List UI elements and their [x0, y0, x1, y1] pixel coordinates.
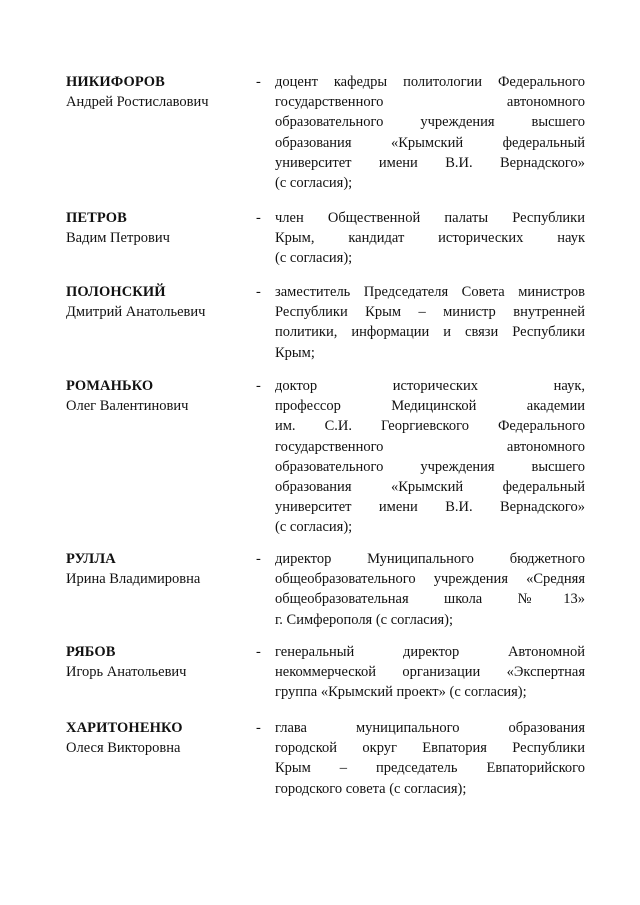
member-given-names: Игорь Анатольевич — [66, 664, 187, 681]
position-line: образовательного учреждения высшего — [275, 458, 585, 475]
member-position — [275, 376, 585, 538]
member-given-names: Олег Валентинович — [66, 398, 189, 415]
position-line: им. С.И. Георгиевского Федерального — [275, 418, 585, 435]
member-given-names: Вадим Петрович — [66, 230, 170, 247]
position-line: общеобразовательного учреждения «Средняя — [275, 571, 585, 588]
member-position — [275, 549, 585, 630]
member-position — [275, 72, 585, 193]
member-position — [275, 208, 585, 269]
position-line: общеобразовательная школа №13» — [275, 591, 585, 608]
separator-dash: - — [256, 74, 261, 90]
member-name — [66, 72, 246, 112]
position-line: глава муниципального образования — [275, 720, 585, 736]
position-line: образования «Крымский федеральный — [275, 478, 585, 495]
position-line: член Общественной палаты Республики — [275, 210, 585, 226]
member-name — [66, 718, 246, 758]
member-name — [66, 208, 246, 248]
position-line: университет имени В.И. Вернадского» — [275, 154, 585, 171]
member-surname: ПОЛОНСКИЙ — [66, 284, 166, 300]
separator-dash: - — [256, 378, 261, 394]
position-line: Крым, кандидат исторических наук — [275, 230, 585, 247]
position-line: (с согласия); — [275, 174, 353, 191]
position-line: образования «Крымский федеральный — [275, 134, 585, 151]
member-name — [66, 642, 246, 682]
member-position — [275, 718, 585, 799]
position-line: некоммерческой организации «Экспертная — [275, 664, 585, 681]
position-line: политики, информации и связи Республики — [275, 324, 585, 341]
position-line: университет имени В.И. Вернадского» — [275, 499, 585, 516]
member-name — [66, 282, 246, 322]
member-position — [275, 642, 585, 703]
position-line: заместитель Председателя Совета министров — [275, 284, 585, 300]
member-position — [275, 282, 585, 363]
position-line: доцент кафедры политологии Федерального — [275, 74, 585, 90]
position-line: образовательного учреждения высшего — [275, 114, 585, 131]
member-name — [66, 549, 246, 589]
member-given-names: Дмитрий Анатольевич — [66, 304, 206, 321]
member-given-names: Олеся Викторовна — [66, 740, 181, 757]
member-surname: РУЛЛА — [66, 551, 116, 567]
position-line: государственного автономного — [275, 438, 585, 455]
separator-dash: - — [256, 551, 261, 567]
position-line: Крым; — [275, 344, 315, 361]
member-surname: ХАРИТОНЕНКО — [66, 720, 183, 736]
member-given-names: Ирина Владимировна — [66, 571, 201, 588]
position-line: городского совета (с согласия); — [275, 780, 467, 797]
position-line: директор Муниципального бюджетного — [275, 551, 585, 567]
member-surname: ПЕТРОВ — [66, 210, 127, 226]
member-name — [66, 376, 246, 416]
position-line: профессор Медицинской академии — [275, 398, 585, 415]
separator-dash: - — [256, 720, 261, 736]
position-line: группа «Крымский проект» (с согласия); — [275, 684, 527, 701]
position-line: государственного автономного — [275, 94, 585, 111]
separator-dash: - — [256, 210, 261, 226]
separator-dash: - — [256, 644, 261, 660]
position-line: городской округ Евпатория Республики — [275, 740, 585, 757]
position-line: Крым – председатель Евпаторийского — [275, 760, 585, 777]
position-line: генеральный директор Автономной — [275, 644, 585, 660]
separator-dash: - — [256, 284, 261, 300]
position-line: Республики Крым – министр внутренней — [275, 304, 585, 321]
member-surname: РОМАНЬКО — [66, 378, 154, 394]
position-line: (с согласия); — [275, 519, 353, 536]
position-line: (с согласия); — [275, 250, 353, 267]
position-line: доктор исторических наук, — [275, 378, 585, 394]
position-line: г. Симферополя (с согласия); — [275, 611, 454, 628]
member-given-names: Андрей Ростиславович — [66, 94, 209, 111]
member-surname: РЯБОВ — [66, 644, 116, 660]
member-surname: НИКИФОРОВ — [66, 74, 165, 90]
